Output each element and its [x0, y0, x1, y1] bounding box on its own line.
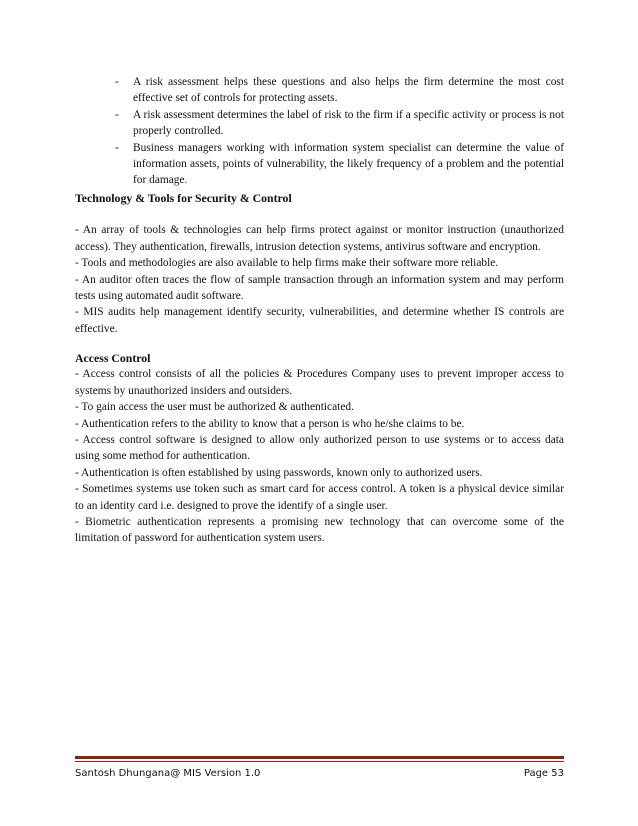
paragraph: - Tools and methodologies are also available to help firms make their software more reliable.: [75, 257, 499, 270]
footer-author-version: Santosh Dhungana@ MIS Version 1.0: [75, 768, 261, 779]
bullet-text: A risk assessment determines the label of risk to the firm if a specific activity or process is not properly controlled.: [133, 108, 564, 138]
bullet-list: [112, 74, 564, 189]
section-heading: Technology & Tools for Security & Control: [75, 191, 292, 205]
bullet-text: A risk assessment helps these questions and also helps the firm determine the most cost effective set of controls for protecting assets.: [133, 76, 564, 105]
paragraph: - Authentication refers to the ability to know that a person is who he/she claims to be.: [75, 417, 465, 430]
paragraph: - An auditor often traces the flow of sample transaction through an information system and may perform tests using automated audit software.: [75, 273, 564, 303]
section-body: [75, 222, 564, 337]
technology-tools-section: [75, 190, 564, 337]
bullet-marker: -: [115, 76, 119, 88]
paragraph: - Sometimes systems use token such as smart card for access control. A token is a physical device similar to an identity card i.e. designed to prove the identify of a single user.: [75, 483, 564, 512]
bullet-item: [112, 107, 564, 140]
paragraph: - Authentication is often established by using passwords, known only to authorized users.: [75, 466, 483, 479]
section-heading: Access Control: [75, 351, 151, 365]
paragraph: - To gain access the user must be authorized & authenticated.: [75, 401, 354, 414]
footer-rule-thick: [75, 756, 564, 759]
paragraph: - Biometric authentication represents a promising new technology that can overcome some of the limitation of password for authentication system users.: [75, 516, 564, 545]
footer-page-number: Page 53: [523, 768, 564, 779]
bullet-text: Business managers working with information system specialist can determine the value of information assets, points of vulnerability, the likely frequency of a problem and the potential for damage.: [133, 141, 564, 187]
paragraph: - Access control consists of all the policies & Procedures Company uses to prevent improper access to systems by unauthorized insiders and outsiders.: [75, 368, 564, 397]
footer-rule-thin: [75, 761, 564, 762]
bullet-item: [112, 140, 564, 189]
paragraph: - Access control software is designed to allow only authorized person to use systems or to access data using some method for authentication.: [75, 434, 564, 463]
access-control-section: [75, 350, 564, 547]
paragraph: - MIS audits help management identify security, vulnerabilities, and determine whether IS controls are effective.: [75, 306, 564, 335]
bullet-marker: -: [115, 108, 119, 121]
bullet-marker: -: [115, 141, 119, 154]
paragraph: - An array of tools & technologies can help firms protect against or monitor instruction (unauthorized access). They authentication, firewalls, intrusion detection systems, antivirus software and encryption.: [75, 224, 564, 253]
bullet-item: [112, 74, 564, 107]
